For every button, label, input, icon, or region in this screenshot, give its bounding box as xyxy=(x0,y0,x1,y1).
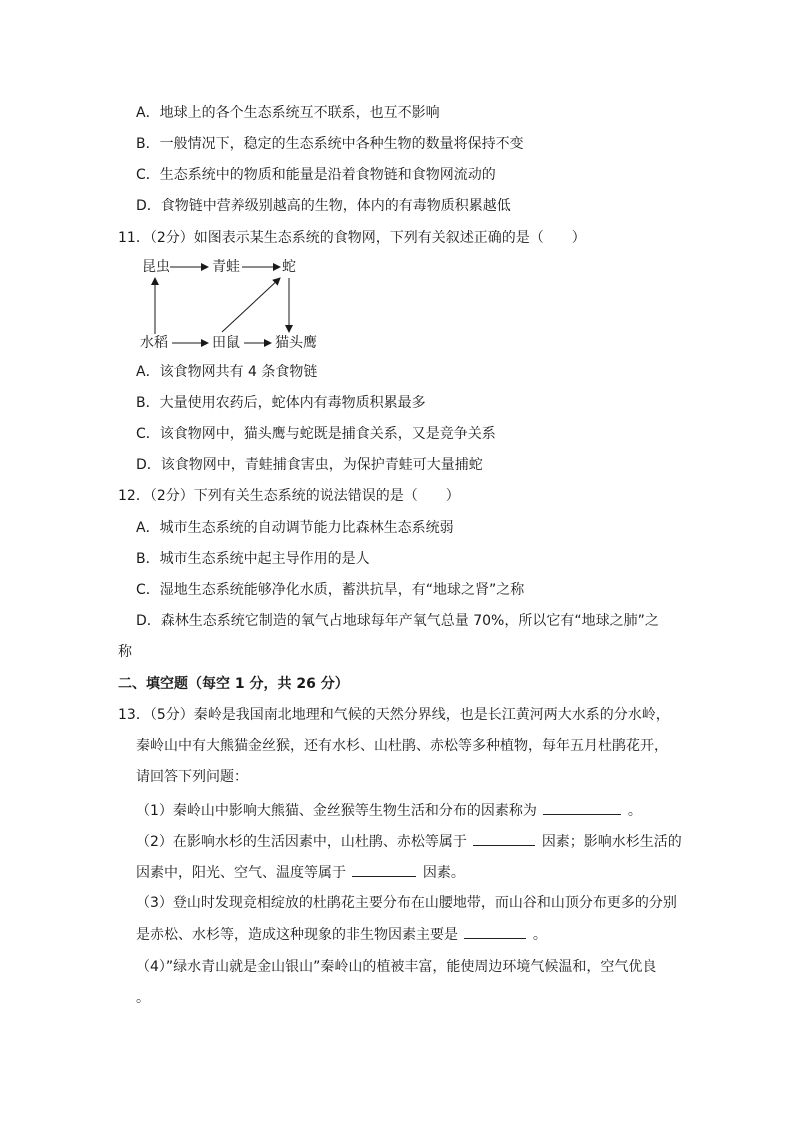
answer-blank-2[interactable] xyxy=(473,831,535,846)
q13-part2-line2 xyxy=(136,862,465,883)
arrow-mouse-snake xyxy=(222,278,280,332)
q13-part1-end: 。 xyxy=(627,803,642,819)
q12-option-a: A．城市生态系统的自动调节能力比森林生态系统弱 xyxy=(136,520,454,536)
q13-part3-line1: （3）登山时发现竞相绽放的杜鹃花主要分布在山腰地带，而山谷和山顶分布更多的分别 xyxy=(136,895,677,911)
node-owl: 猫头鹰 xyxy=(275,335,317,351)
q10-option-b: B．一般情况下，稳定的生态系统中各种生物的数量将保持不变 xyxy=(136,136,524,152)
q13-part2-text-c: 因素中，阳光、空气、温度等属于 xyxy=(136,865,346,881)
answer-blank-1[interactable] xyxy=(543,800,621,815)
q13-part2-text-a: （2）在影响水杉的生活因素中，山杜鹃、赤松等属于 xyxy=(136,834,467,850)
q10-option-a: A．地球上的各个生态系统互不联系，也互不影响 xyxy=(136,105,440,121)
q12-option-d: D．森林生态系统它制造的氧气占地球每年产氧气总量 70%，所以它有“地球之肺”之 xyxy=(136,613,659,629)
q13-part3-text: 是赤松、水杉等，造成这种现象的非生物因素主要是 xyxy=(136,927,458,943)
q13-part2-text-b: 因素；影响水杉生活的 xyxy=(541,834,682,850)
q11-option-a: A．该食物网共有 4 条食物链 xyxy=(136,364,318,380)
q12-option-d-wrap: 称 xyxy=(118,644,132,660)
node-insect: 昆虫 xyxy=(142,259,170,275)
q13-stem-line3: 请回答下列问题： xyxy=(136,769,248,785)
q11-option-b: B．大量使用农药后，蛇体内有毒物质积累最多 xyxy=(136,395,426,411)
q13-stem-line2: 秦岭山中有大熊猫金丝猴，还有水杉、山杜鹃、赤松等多种植物，每年五月杜鹃花开， xyxy=(136,738,668,754)
q12-stem: 12．（2分）下列有关生态系统的说法错误的是（ ） xyxy=(118,488,460,504)
answer-blank-4[interactable] xyxy=(464,924,526,939)
q12-option-c: C．湿地生态系统能够净化水质，蓄洪抗旱，有“地球之肾”之称 xyxy=(136,582,525,598)
node-mouse: 田鼠 xyxy=(212,335,240,351)
q13-part3-line2 xyxy=(136,924,547,945)
answer-blank-3[interactable] xyxy=(352,862,416,877)
q13-part1-text: （1）秦岭山中影响大熊猫、金丝猴等生物生活和分布的因素称为 xyxy=(136,803,537,819)
node-frog: 青蛙 xyxy=(212,259,240,275)
q13-part2-line1 xyxy=(136,831,682,852)
q13-part3-end: 。 xyxy=(532,927,547,943)
q13-stem-line1: 13．（5分）秦岭是我国南北地理和气候的天然分界线，也是长江黄河两大水系的分水岭， xyxy=(118,707,670,723)
section-heading: 二、填空题（每空 1 分，共 26 分） xyxy=(118,676,349,692)
q11-option-c: C．该食物网中，猫头鹰与蛇既是捕食关系，又是竞争关系 xyxy=(136,426,496,442)
q12-option-b: B．城市生态系统中起主导作用的是人 xyxy=(136,551,370,567)
node-rice: 水稻 xyxy=(140,335,168,351)
q10-option-d: D．食物链中营养级别越高的生物，体内的有毒物质积累越低 xyxy=(136,198,511,214)
food-web-diagram xyxy=(130,254,330,354)
q10-option-c: C．生态系统中的物质和能量是沿着食物链和食物网流动的 xyxy=(136,167,496,183)
q13-part4-line2: 。 xyxy=(136,990,150,1006)
q11-stem: 11．（2分）如图表示某生态系统的食物网，下列有关叙述正确的是（ ） xyxy=(118,230,586,246)
node-snake: 蛇 xyxy=(282,259,296,275)
q13-part2-text-d: 因素。 xyxy=(422,865,465,881)
q13-part1 xyxy=(136,800,642,821)
q11-option-d: D．该食物网中，青蛙捕食害虫，为保护青蛙可大量捕蛇 xyxy=(136,457,483,473)
q13-part4-line1: （4）”绿水青山就是金山银山”秦岭山的植被丰富，能使周边环境气候温和，空气优良 xyxy=(136,959,657,975)
